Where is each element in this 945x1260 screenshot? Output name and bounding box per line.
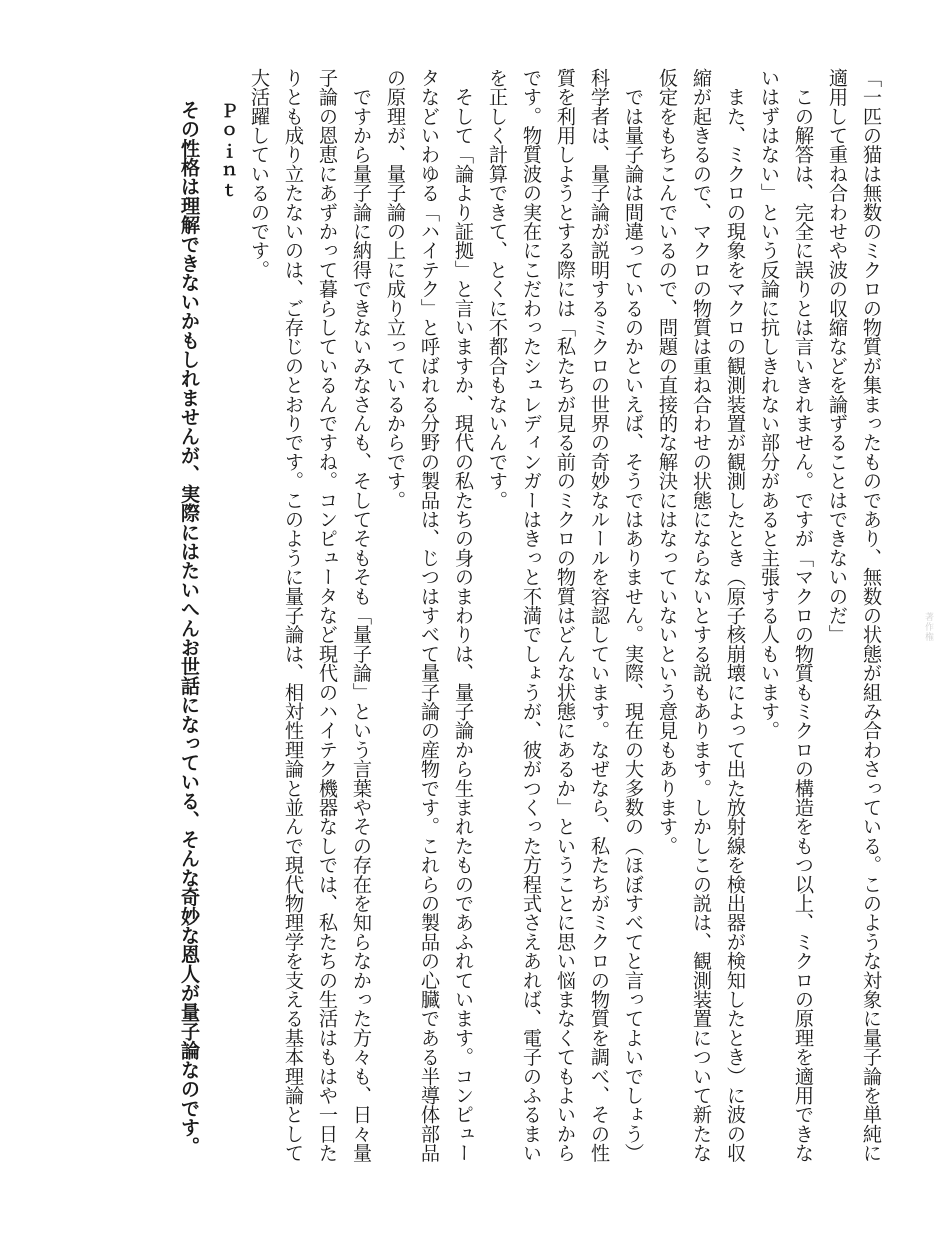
text-line-3: この解答は、完全に誤りとは言いきれません。ですが「マクロの物質もミクロの構造をもつ以上、ミクロの原理を適用できな	[792, 68, 815, 1163]
text-line-5: また、ミクロの現象をマクロの観測装置が観測したとき（原子核崩壊によって出た放射線を検出器が検知したとき）に波の収	[724, 68, 747, 1163]
text-line-4: いはずはない」という反論に抗しきれない部分があると主張する人もいます。	[758, 68, 781, 740]
text-line-13: そして「論より証拠」と言いますか、現代の私たちの身のまわりは、量子論から生まれたものであふれています。コンピュー	[452, 68, 475, 1163]
text-line-19: 大活躍しているのです。	[248, 68, 271, 280]
text-line-1: 「一匹の猫は無数のミクロの物質が集まったものであり、無数の状態が組み合わさっている。このような対象に量子論を単純に	[860, 68, 883, 1163]
text-line-11: です。物質波の実在にこだわったシュレディンガーはきっと不満でしょうが、彼がつくった方程式さえあれば、電子のふるまい	[520, 68, 543, 1163]
text-line-2: 適用して重ね合わせや波の収縮などを論ずることはできないのだ」	[826, 68, 849, 644]
text-line-16: ですから量子論に納得できないみなさんも、そしてそもそも「量子論」という言葉やその存在を知らなかった方々も、日々量	[350, 68, 373, 1163]
point-text: その性格は理解できないかもしれませんが、実際にはたいへんお世話になっている、そんな奇妙な恩人が量子論なのです。	[178, 100, 201, 1156]
text-line-12: を正しく計算できて、とくに不都合もないんです。	[486, 68, 509, 510]
point-label: Ｐｏｉｎｔ	[217, 102, 237, 202]
text-line-18: りとも成り立たないのは、ご存じのとおりです。このように量子論は、相対性理論と並んで現代物理学を支える基本理論として	[282, 68, 305, 1163]
text-line-10: 質を利用しようとする際には「私たちが見る前のミクロの物質はどんな状態にあるか」ということに思い悩まなくてもよいから	[554, 68, 577, 1163]
text-line-14: タなどいわゆる「ハイテク」と呼ばれる分野の製品は、じつはすべて量子論の産物です。これらの製品の心臓である半導体部品	[418, 68, 441, 1163]
watermark: 著作権	[923, 612, 933, 642]
text-line-17: 子論の恩恵にあずかって暮らしているんですね。コンピュータなど現代のハイテク機器なしでは、私たちの生活はもはや一日た	[316, 68, 339, 1163]
text-line-9: 科学者は、量子論が説明するミクロの世界の奇妙なルールを容認しています。なぜなら、私たちがミクロの物質を調べ、その性	[588, 68, 611, 1163]
text-line-8: では量子論は間違っているのかといえば、そうではありません。実際、現在の大多数の（ほぼすべてと言ってよいでしょう）	[622, 68, 645, 1163]
text-line-6: 縮が起きるので、マクロの物質は重ね合わせの状態にならないとする説もあります。しかしこの説は、観測装置について新たな	[690, 68, 713, 1163]
text-line-7: 仮定をもちこんでいるので、問題の直接的な解決にはなっていないという意見もあります。	[656, 68, 679, 856]
text-line-15: の原理が、量子論の上に成り立っているからです。	[384, 68, 407, 510]
